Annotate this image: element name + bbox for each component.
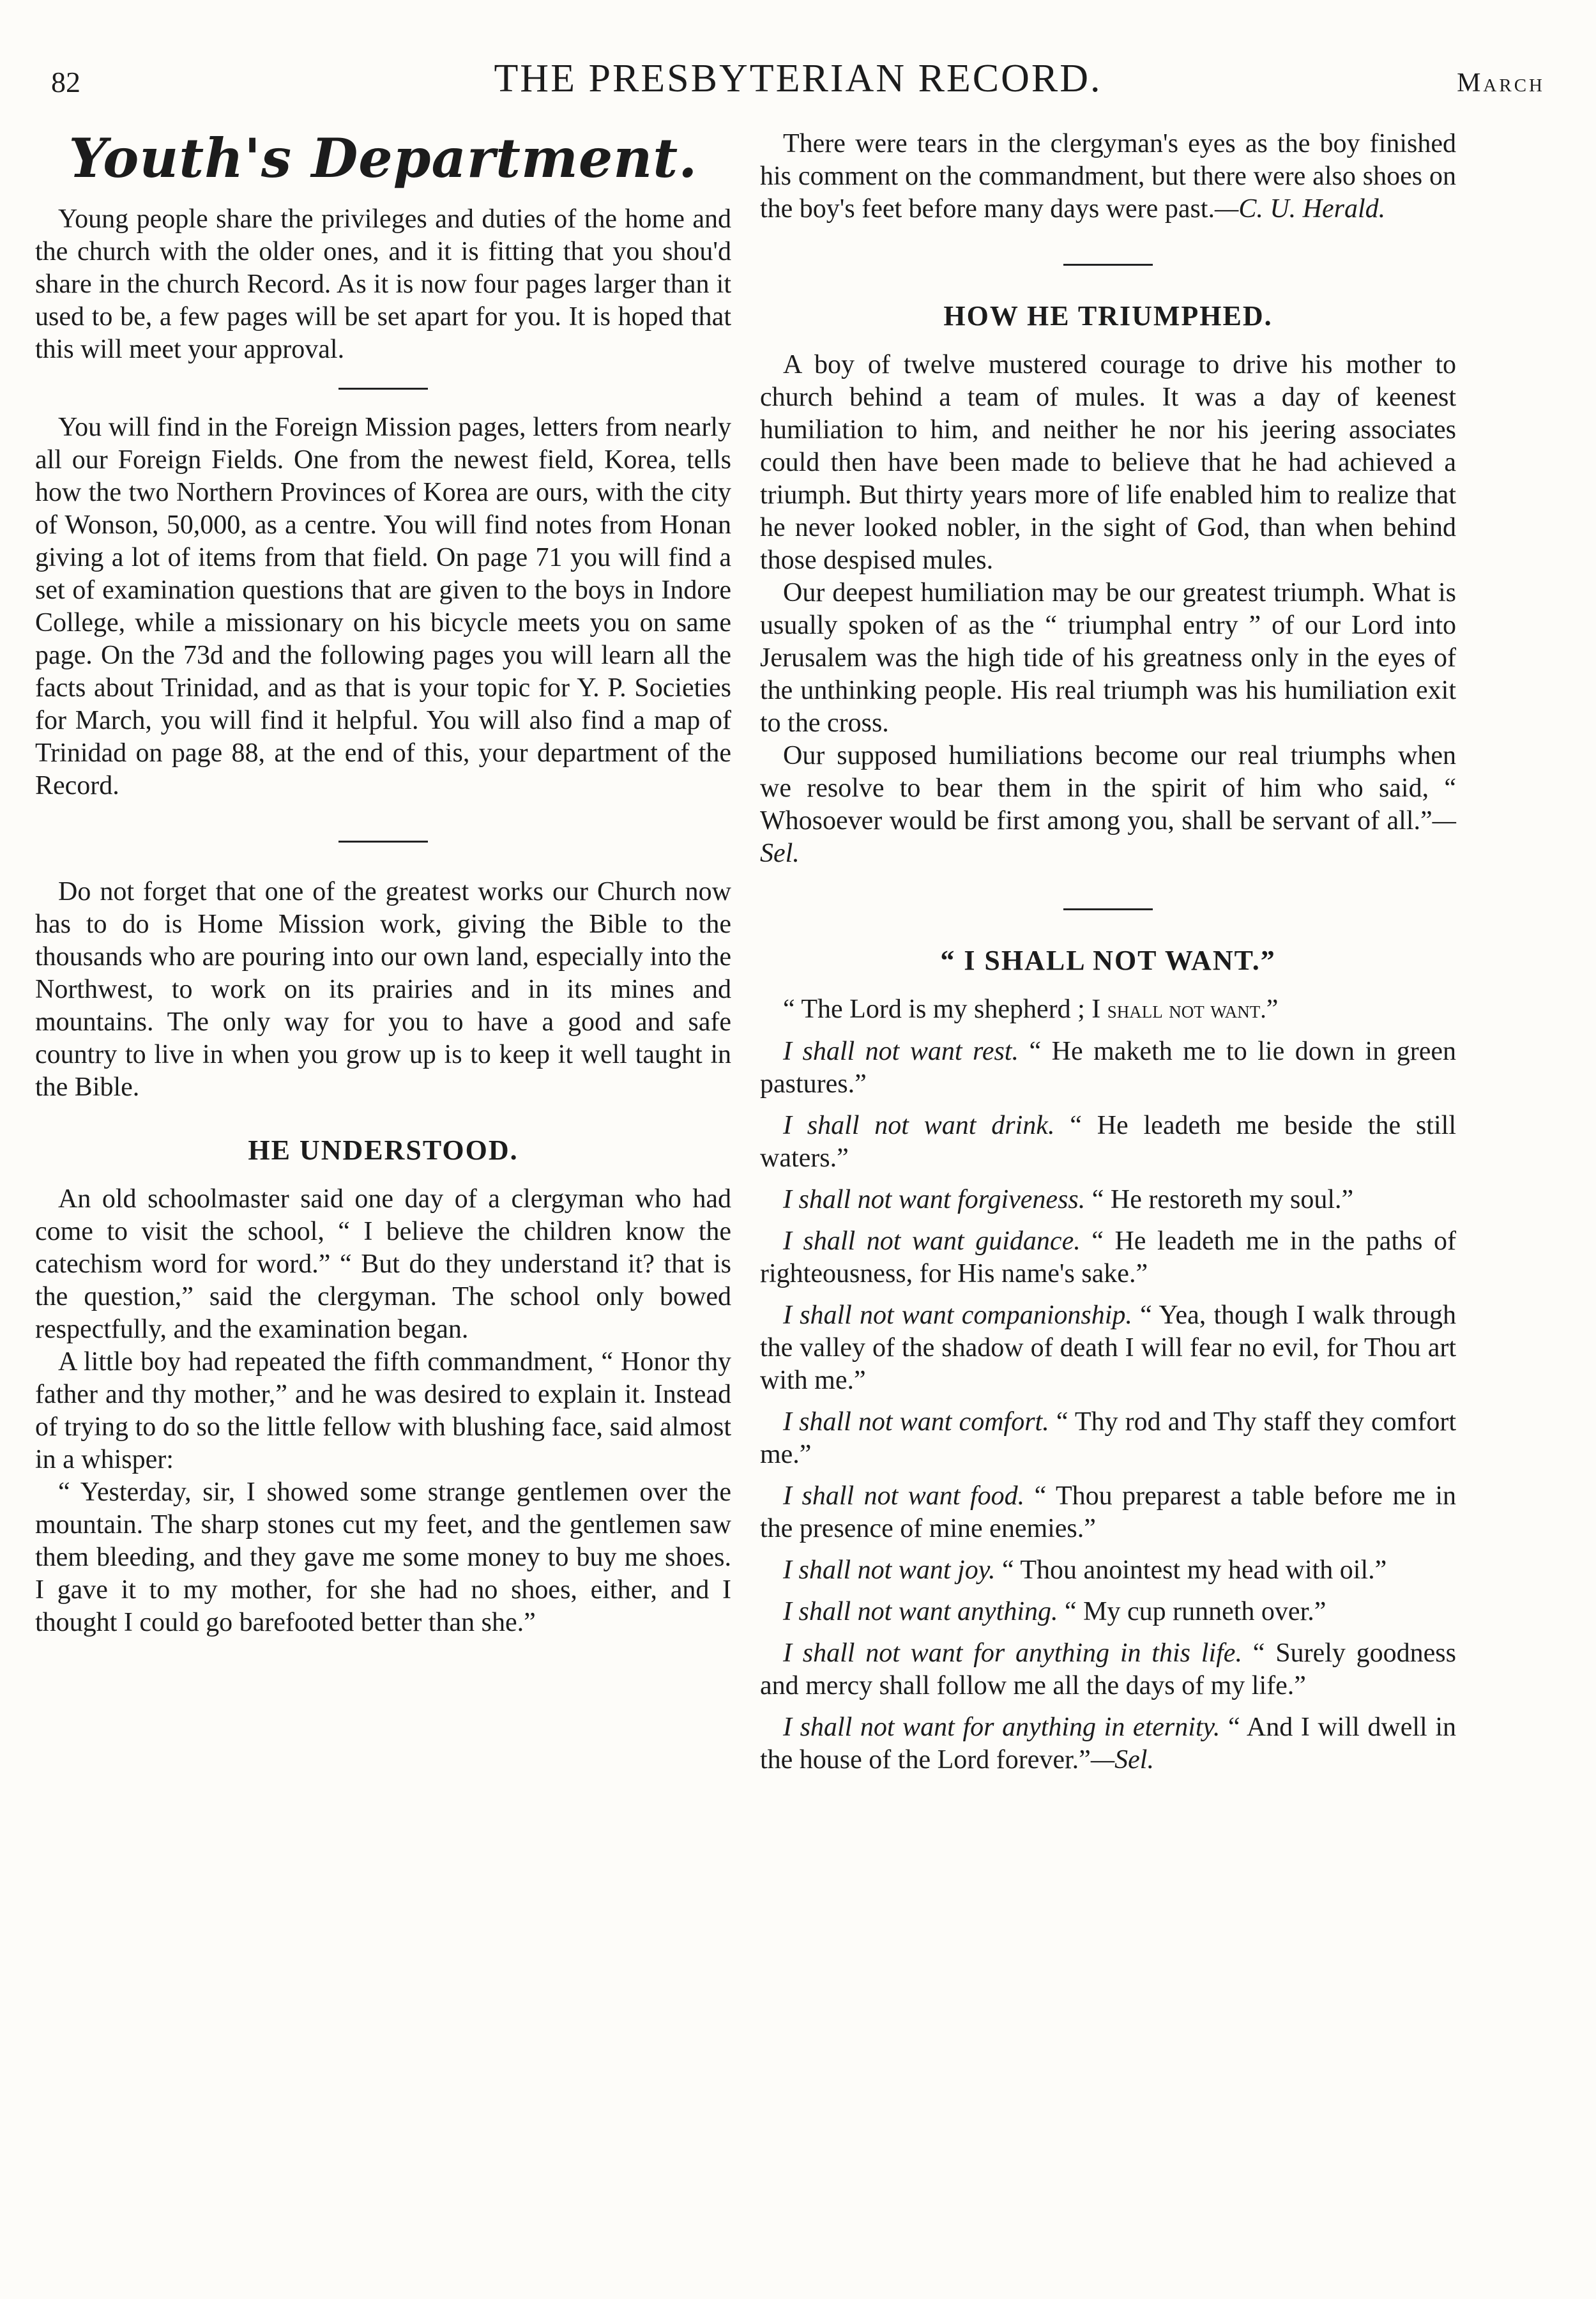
want-line: I shall not want rest. “ He maketh me to lie down in green pastures.” — [760, 1037, 1456, 1099]
want-line: I shall not want drink. “ He leadeth me beside the still waters.” — [760, 1111, 1456, 1173]
triumphed-paragraph: Our deepest humiliation may be our greatest triumph. What is usually spoken of as the “ triumphal entry ” of our Lord into Jerusalem was the high tide of his greatness only in the eyes of the unthinking people. His real triumph was his humiliation exit to the cross. — [760, 578, 1456, 738]
want-line: I shall not want for anything in eternity. “ And I will dwell in the house of the Lord forever.”—Sel. — [760, 1713, 1456, 1775]
left-column — [35, 128, 731, 1639]
running-head — [51, 56, 1545, 107]
home-mission-paragraph: Do not forget that one of the greatest works our Church now has to do is Home Mission work, giving the Bible to the thousands who are pouring into our own land, especially into the Northwest, to work on its prairies and in its mines and mountains. The only way for you to have a good and safe country to live in when you grow up is to keep it well taught in the Bible. — [35, 877, 731, 1102]
he-understood-paragraph: A little boy had repeated the fifth commandment, “ Honor thy father and thy mother,” and he was desired to explain it. Instead of trying to do so the little fellow with blushing face, said almost in a whisper: — [35, 1347, 731, 1474]
triumphed-text: Our supposed humiliations become our real triumphs when we resolve to bear them in the spirit of him who said, “ Whosoever would be first among you, shall be servant of all.” — [760, 741, 1456, 836]
section-divider — [338, 388, 428, 390]
source-credit: —C. U. Herald. — [1214, 194, 1386, 224]
journal-title: THE PRESBYTERIAN RECORD. — [494, 57, 1102, 100]
conclusion-text: There were tears in the clergyman's eyes as the boy finished his comment on the commandment, but there were also shoes on the boy's feet before many days were past. — [760, 129, 1456, 224]
want-line: I shall not want guidance. “ He leadeth me in the paths of righteousness, for His name's sake.” — [760, 1226, 1456, 1288]
want-line: I shall not want comfort. “ Thy rod and Thy staff they comfort me.” — [760, 1407, 1456, 1469]
department-title: Youth's Department. — [68, 126, 698, 190]
psalm-intro: “ The Lord is my shepherd ; I shall not want.” — [783, 995, 1279, 1024]
want-line: I shall not want companionship. “ Yea, though I walk through the valley of the shadow of death I will fear no evil, for Thou art with me.” — [760, 1301, 1456, 1395]
shall-not-want-list — [760, 993, 1456, 1776]
source-credit: —Sel. — [1090, 1745, 1154, 1775]
triumphed-paragraph: A boy of twelve mustered courage to drive his mother to church behind a team of mules. It was a day of keenest humiliation to him, and neither he nor his jeering associates could then have been made to believe that he had achieved a triumph. But thirty years more of life enabled him to realize that he never looked nobler, in the sight of God, than when behind those despised mules. — [760, 350, 1456, 575]
section-divider — [1063, 264, 1153, 266]
he-understood-conclusion — [760, 128, 1456, 225]
intro-paragraph: Young people share the privileges and duties of the home and the church with the older ones, and it is fitting that you shou'd share in the church Record. As it is now four pages larger than it used to be, a few pages will be set apart for you. It is hoped that this will meet your approval. — [35, 204, 731, 364]
source-credit: —Sel. — [760, 806, 1456, 868]
he-understood-heading: HE UNDERSTOOD. — [248, 1134, 519, 1166]
want-line: I shall not want forgiveness. “ He restoreth my soul.” — [783, 1185, 1354, 1214]
section-divider — [1063, 908, 1153, 910]
page-number: 82 — [51, 66, 80, 98]
he-understood-paragraph: “ Yesterday, sir, I showed some strange gentlemen over the mountain. The sharp stones cut my feet, and the gentlemen saw them bleeding, and they gave me some money to buy me shoes. I gave it to my mother, for she had no shoes, either, and I thought I could go barefooted better than she.” — [35, 1478, 731, 1637]
section-divider — [338, 841, 428, 843]
issue-month: March — [1457, 68, 1545, 98]
triumphed-paragraph — [760, 740, 1456, 870]
want-line: I shall not want anything. “ My cup runneth over.” — [783, 1597, 1326, 1626]
want-line: I shall not want for anything in this life. “ Surely goodness and mercy shall follow me all the days of my life.” — [760, 1638, 1456, 1700]
shall-not-want-heading: “ I SHALL NOT WANT.” — [940, 945, 1276, 976]
foreign-mission-paragraph: You will find in the Foreign Mission pages, letters from nearly all our Foreign Fields. One from the newest field, Korea, tells how the two Northern Provinces of Korea are ours, with the city of Wonson, 50,000, as a centre. You will find notes from Honan giving a lot of items from that field. On page 71 you will find a set of examination questions that are given to the boys in Indore College, while a missionary on his bicycle meets you on same page. On the 73d and the following pages you will learn all the facts about Trinidad, and as that is your topic for Y. P. Societies for March, you will find it helpful. You will also find a map of Trinidad on page 88, at the end of this, your department of the Record. — [35, 413, 731, 800]
want-line: I shall not want food. “ Thou preparest a table before me in the presence of mine enemies.” — [760, 1481, 1456, 1543]
want-line: I shall not want joy. “ Thou anointest my head with oil.” — [783, 1555, 1387, 1585]
how-he-triumphed-heading: HOW HE TRIUMPHED. — [943, 300, 1273, 332]
he-understood-paragraph: An old schoolmaster said one day of a clergyman who had come to visit the school, “ I believe the children know the catechism word for word.” “ But do they understand it? that is the question,” said the clergyman. The school only bowed respectfully, and the examination began. — [35, 1184, 731, 1344]
right-column — [760, 128, 1456, 1785]
